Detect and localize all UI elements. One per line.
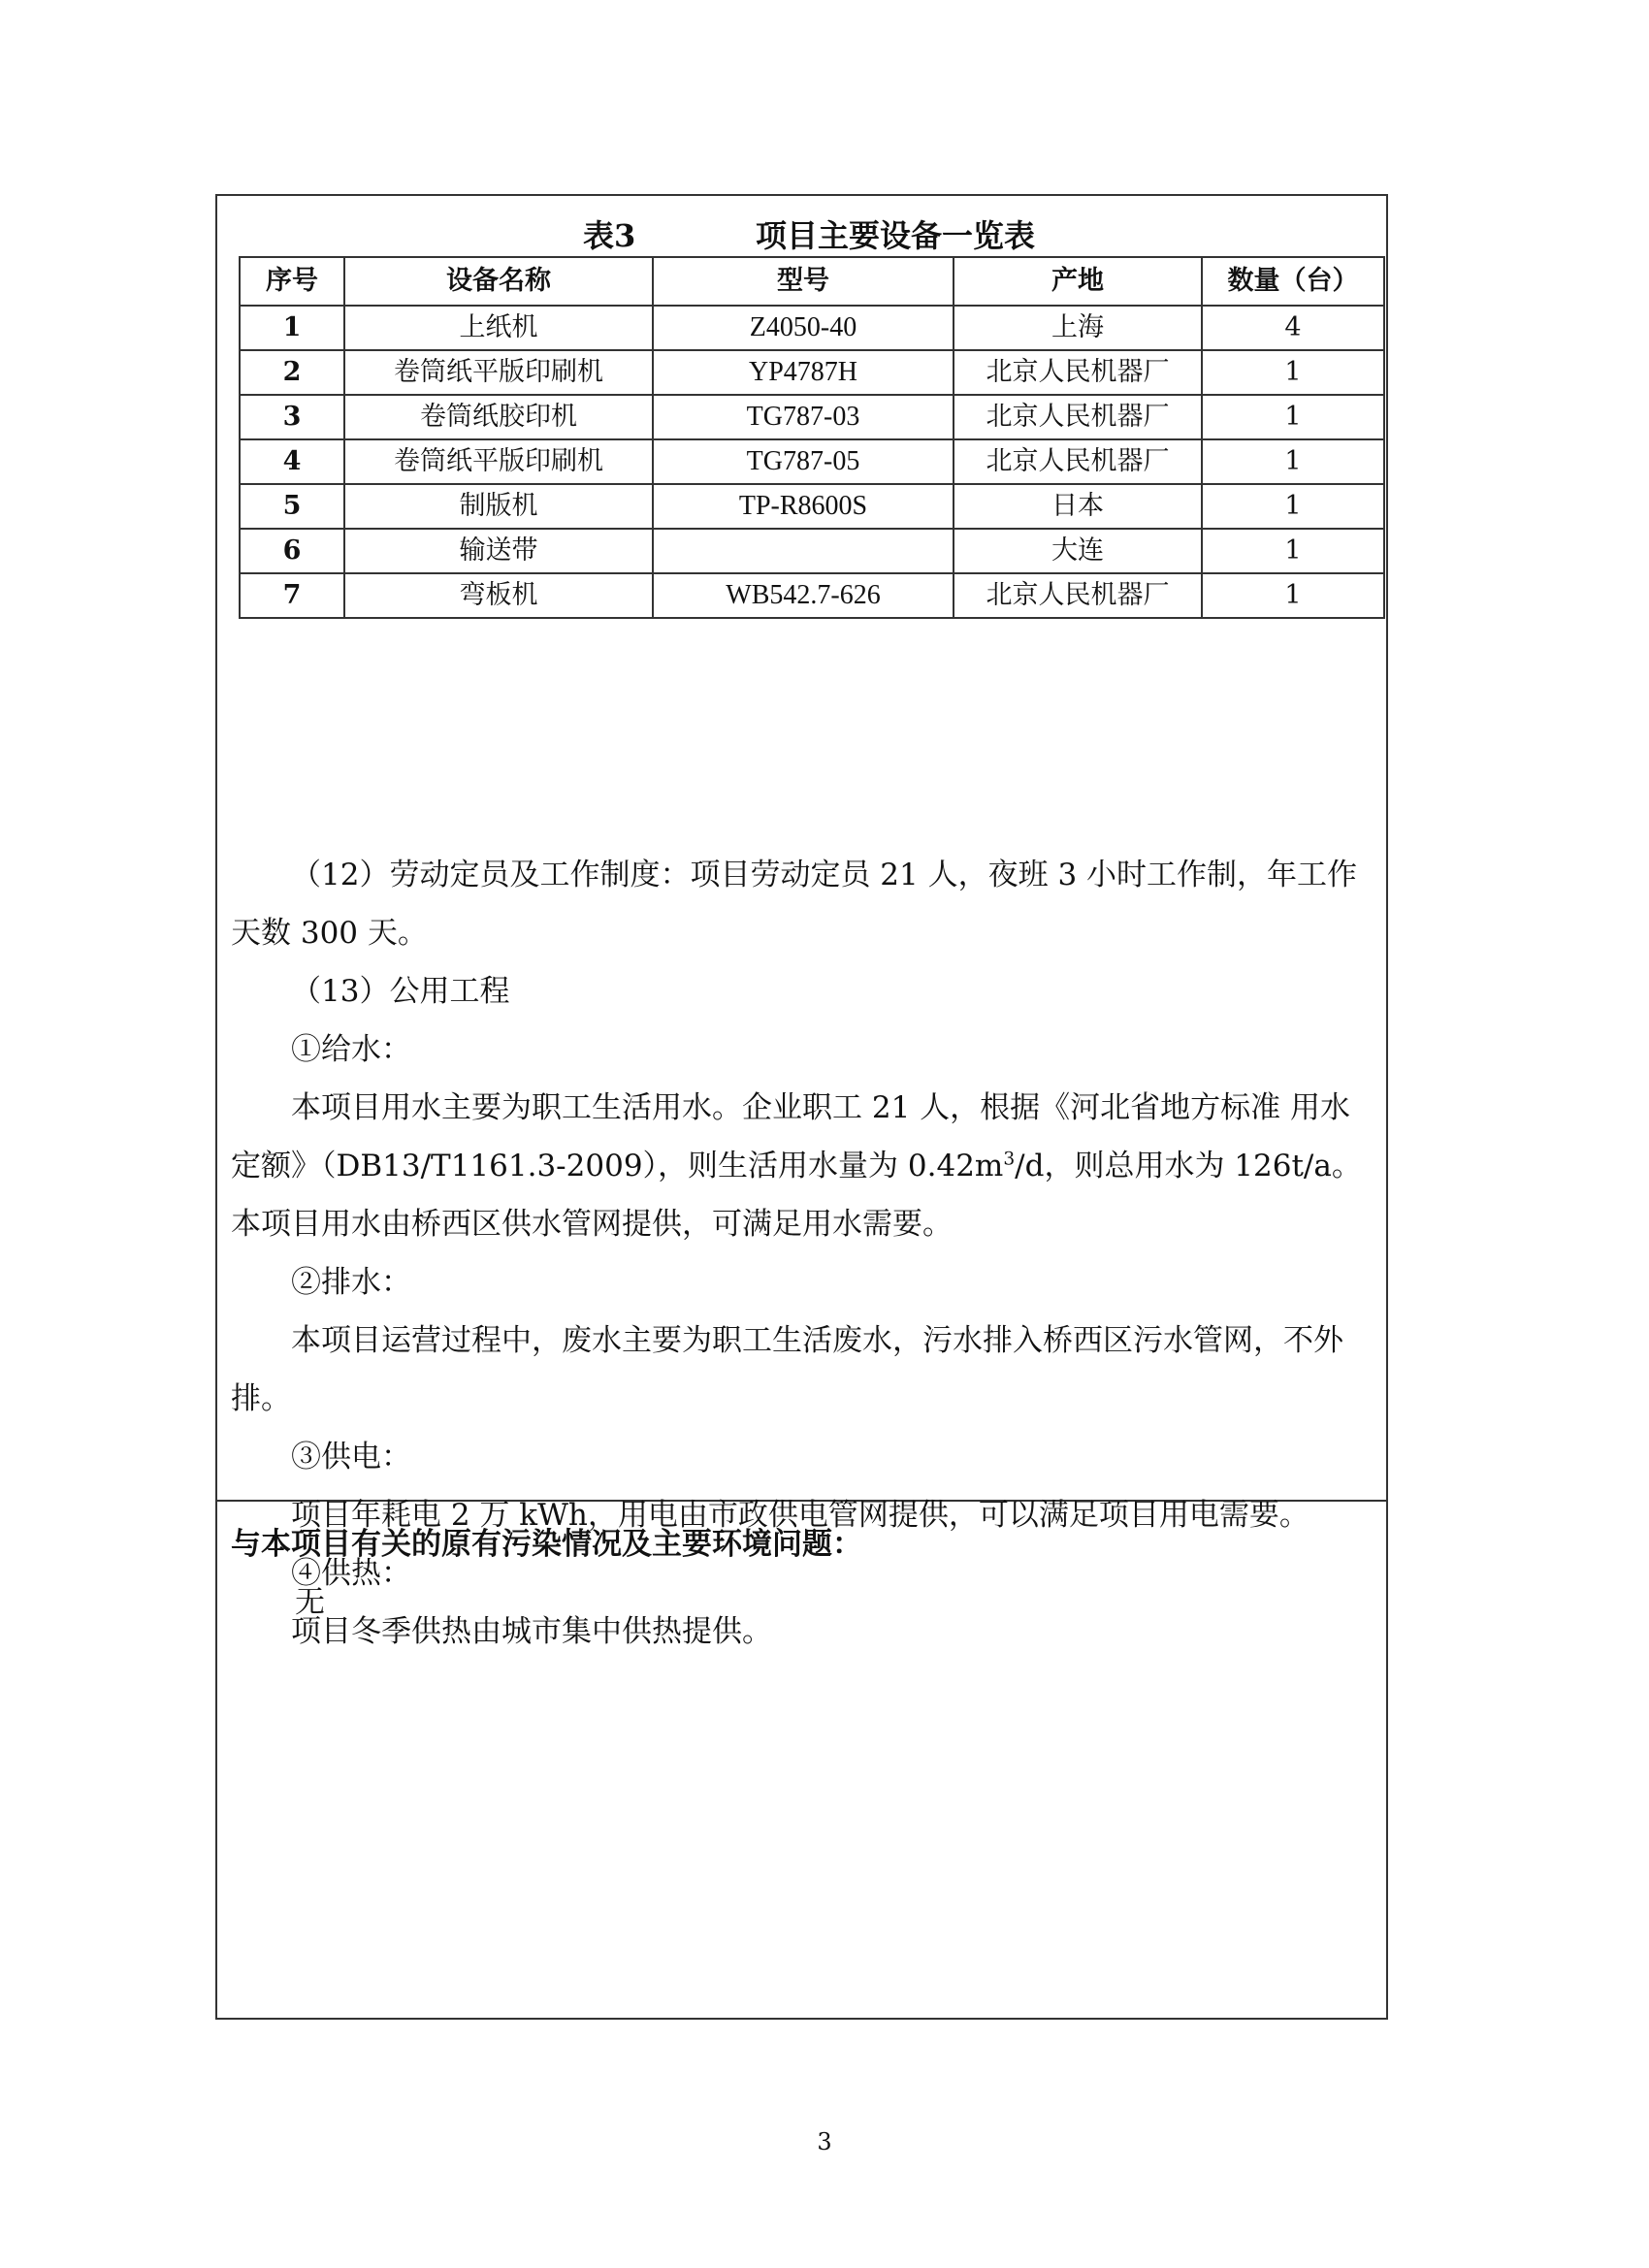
cell-device-name: 卷筒纸平版印刷机 — [344, 439, 653, 484]
cell-model: TG787-03 — [653, 395, 954, 439]
water-supply-text-a: 本项目用水主要为职工生活用水。企业职工 21 人，根据《河北省地方标准 用水定额》（DB13/T1161.3-2009），则生活用水量为 0.42m — [231, 1090, 1351, 1183]
cell-origin: 北京人民机器厂 — [954, 350, 1202, 395]
drainage-heading: ②排水： — [291, 1265, 411, 1300]
cell-origin: 大连 — [954, 529, 1202, 573]
table-row — [240, 350, 1384, 395]
equipment-table — [239, 256, 1385, 619]
cell-device-name: 弯板机 — [344, 573, 653, 618]
heating-paragraph: 项目冬季供热由城市集中供热提供。 — [291, 1614, 772, 1649]
page-number: 3 — [817, 2128, 832, 2155]
water-supply-text-b: /d，则总用水为 126t/a。本项目用水由桥西区供水管网提供，可满足用水需要。 — [231, 1149, 1362, 1242]
cell-device-name: 制版机 — [344, 484, 653, 529]
utilities-heading: （13）公用工程 — [291, 974, 510, 1009]
col-header-index: 序号 — [240, 257, 344, 306]
cell-device-name: 卷筒纸平版印刷机 — [344, 350, 653, 395]
power-heading: ③供电： — [291, 1440, 411, 1474]
table-row — [240, 484, 1384, 529]
col-header-quantity: 数量（台） — [1202, 257, 1384, 306]
form-frame — [215, 194, 1388, 2020]
pollution-heading: 与本项目有关的原有污染情况及主要环境问题： — [231, 1527, 862, 1562]
water-supply-paragraph — [231, 1079, 1375, 1253]
cell-model: Z4050-40 — [653, 306, 954, 350]
cell-quantity: 1 — [1202, 484, 1384, 529]
drainage-paragraph: 本项目运营过程中，废水主要为职工生活废水，污水排入桥西区污水管网，不外排。 — [231, 1323, 1343, 1416]
table-row — [240, 439, 1384, 484]
cell-model: TG787-05 — [653, 439, 954, 484]
cell-index: 1 — [240, 306, 344, 350]
cell-quantity: 4 — [1202, 306, 1384, 350]
cell-origin: 北京人民机器厂 — [954, 395, 1202, 439]
col-header-device-name: 设备名称 — [344, 257, 653, 306]
pollution-section — [217, 1502, 1386, 2018]
table-row — [240, 395, 1384, 439]
cell-quantity: 1 — [1202, 529, 1384, 573]
cell-index: 5 — [240, 484, 344, 529]
labor-paragraph: （12）劳动定员及工作制度：项目劳动定员 21 人，夜班 3 小时工作制，年工作天数 300 天。 — [231, 858, 1358, 951]
pollution-value: 无 — [295, 1585, 325, 1620]
cell-quantity: 1 — [1202, 350, 1384, 395]
table-header-row — [240, 257, 1384, 306]
cell-model: WB542.7-626 — [653, 573, 954, 618]
cell-index: 3 — [240, 395, 344, 439]
cell-index: 7 — [240, 573, 344, 618]
cell-index: 4 — [240, 439, 344, 484]
cell-model: TP-R8600S — [653, 484, 954, 529]
cell-index: 6 — [240, 529, 344, 573]
cell-quantity: 1 — [1202, 395, 1384, 439]
table-row — [240, 529, 1384, 573]
cell-origin: 上海 — [954, 306, 1202, 350]
cell-quantity: 1 — [1202, 573, 1384, 618]
table-row — [240, 306, 1384, 350]
cell-origin: 日本 — [954, 484, 1202, 529]
cell-model: YP4787H — [653, 350, 954, 395]
power-paragraph: 项目年耗电 2 万 kWh，用电由市政供电管网提供，可以满足项目用电需要。 — [291, 1498, 1310, 1533]
table-number: 表3 — [583, 217, 636, 254]
water-supply-heading: ①给水： — [291, 1032, 411, 1067]
cell-device-name: 卷筒纸胶印机 — [344, 395, 653, 439]
cell-origin: 北京人民机器厂 — [954, 573, 1202, 618]
col-header-origin: 产地 — [954, 257, 1202, 306]
cell-index: 2 — [240, 350, 344, 395]
table-name: 项目主要设备一览表 — [756, 217, 1036, 254]
table-row — [240, 573, 1384, 618]
col-header-model: 型号 — [653, 257, 954, 306]
cell-model — [653, 529, 954, 573]
cell-device-name: 上纸机 — [344, 306, 653, 350]
cell-device-name: 输送带 — [344, 529, 653, 573]
cell-quantity: 1 — [1202, 439, 1384, 484]
cell-origin: 北京人民机器厂 — [954, 439, 1202, 484]
heating-heading: ④供热： — [291, 1556, 411, 1591]
water-unit-superscript: 3 — [1003, 1149, 1016, 1170]
